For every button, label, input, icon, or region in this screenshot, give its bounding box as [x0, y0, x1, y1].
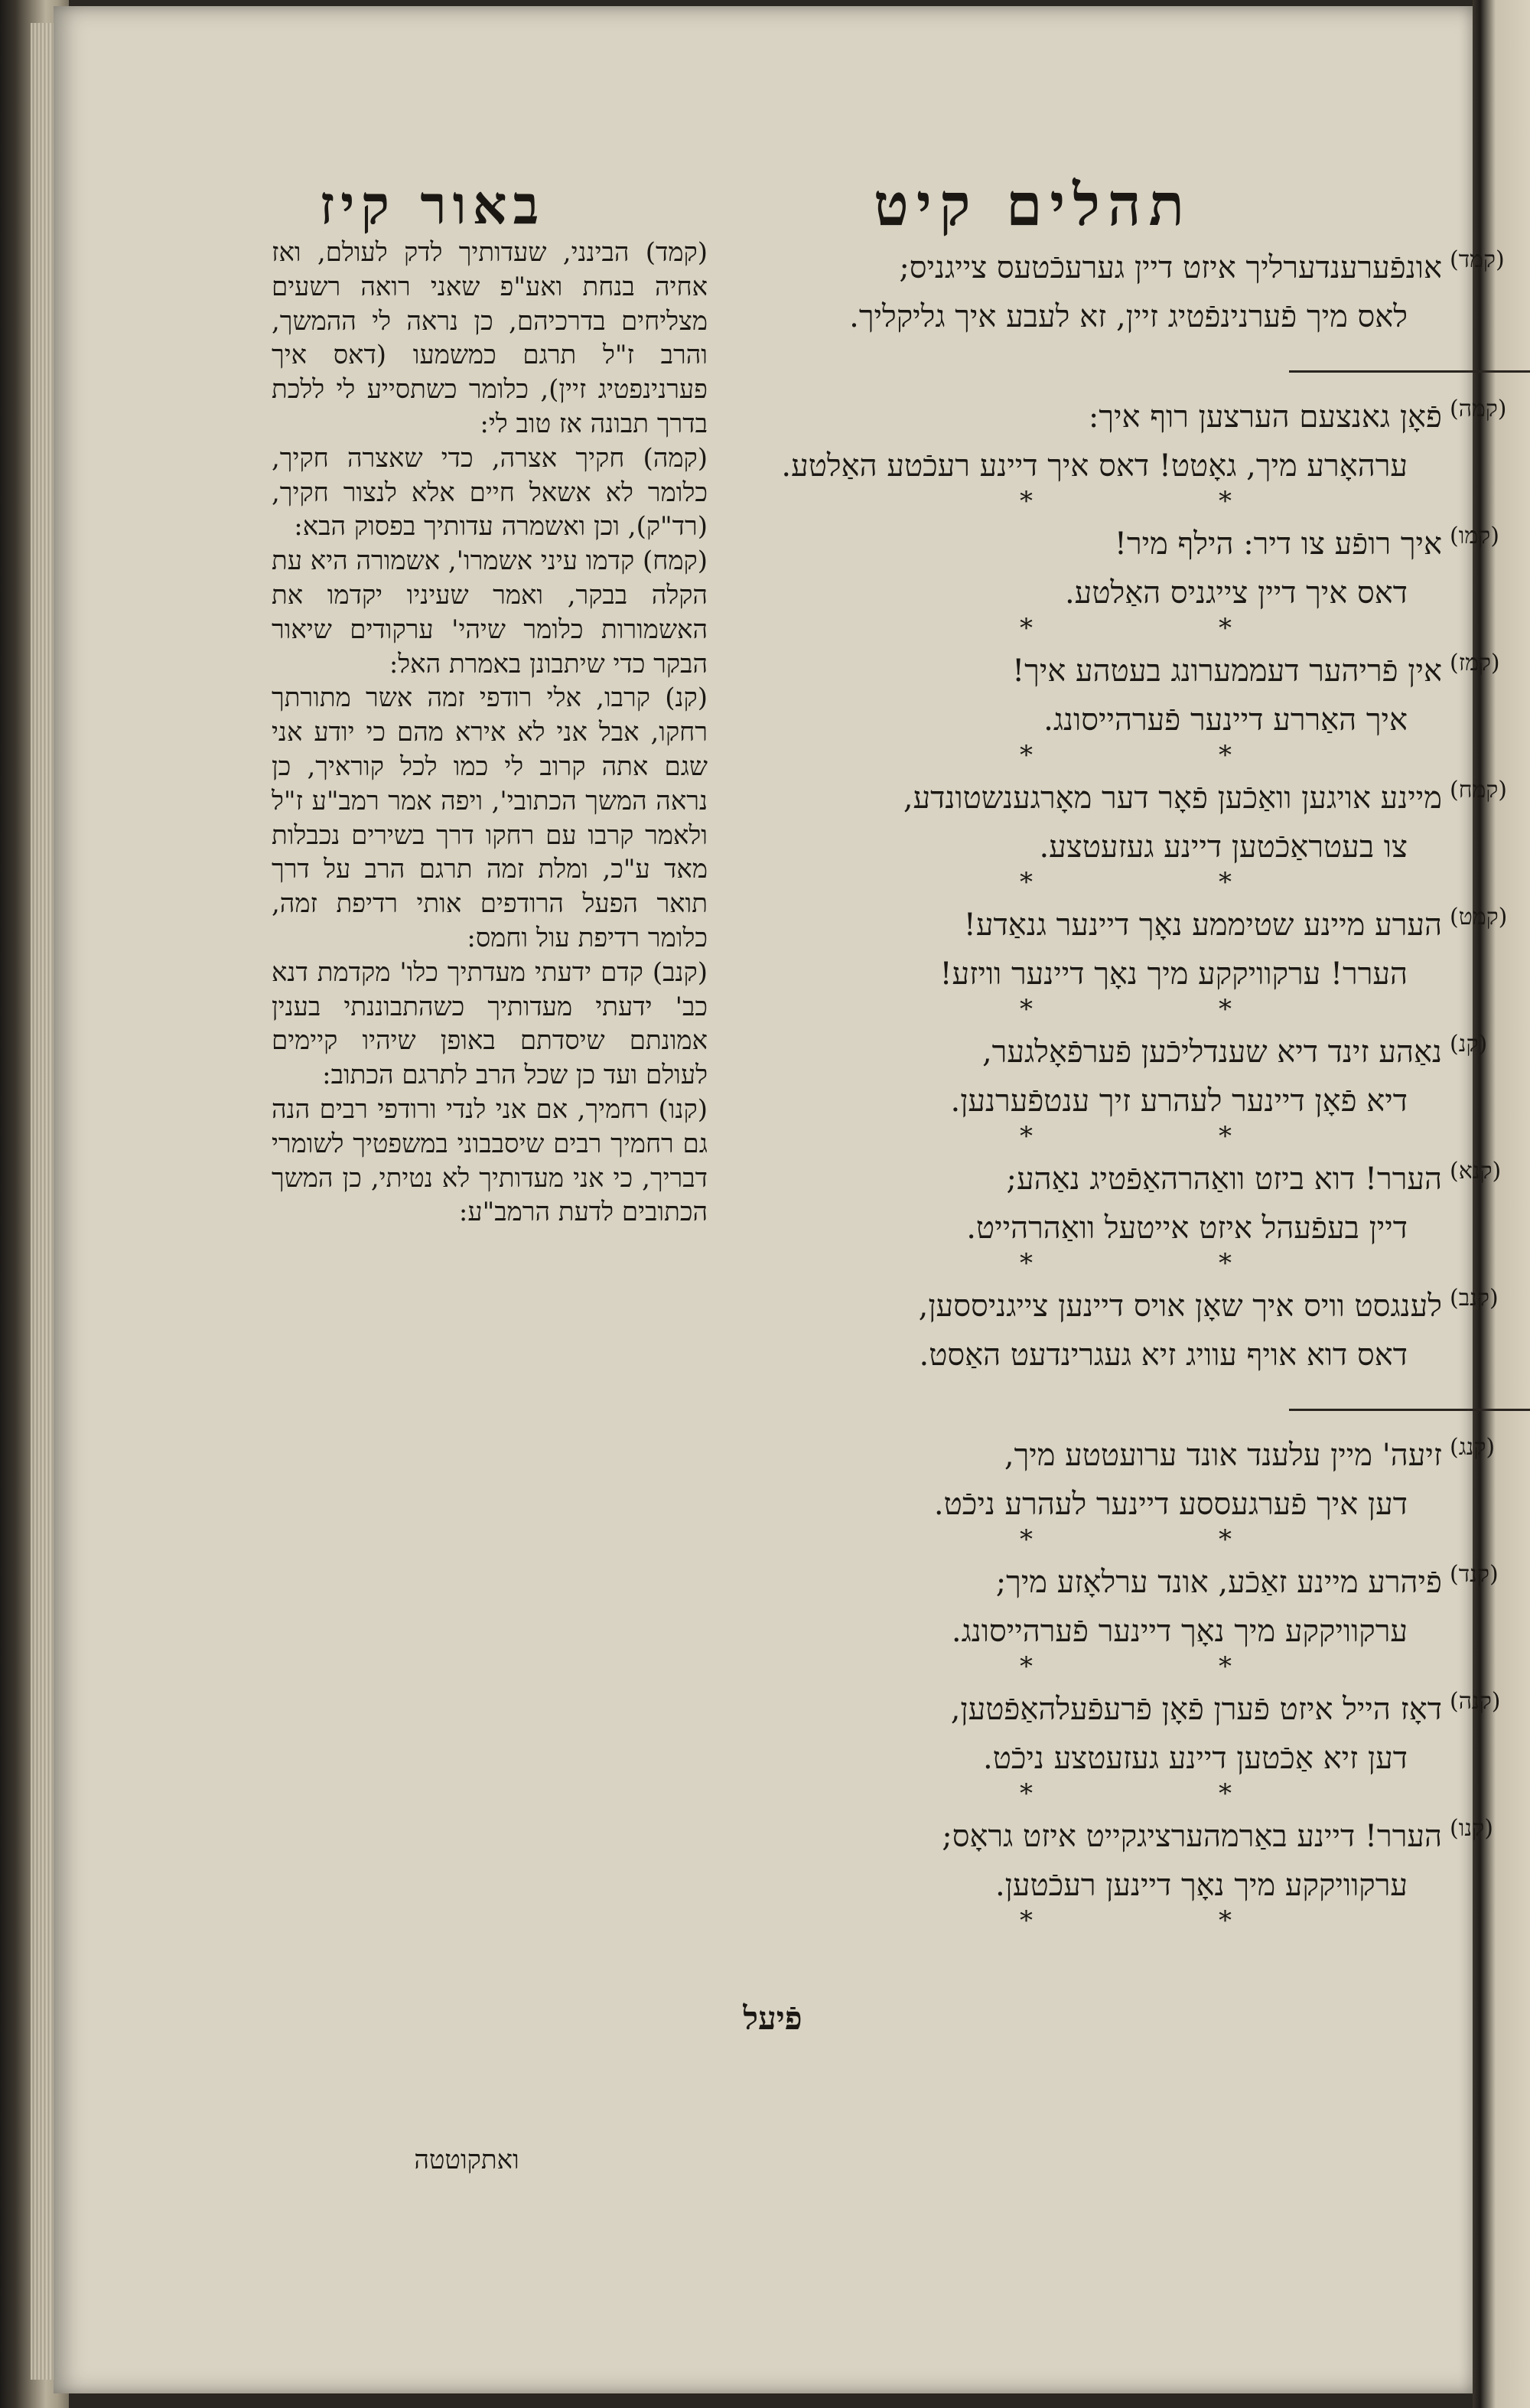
verse-line: מיינע אויגען וואַכֿען פֿאָר דער מאָרגענשטונדע, [903, 780, 1442, 816]
verse-number: (קמה) [1450, 396, 1507, 422]
verse-number: (קנא) [1450, 1158, 1502, 1184]
verse-separator: * * [1020, 1905, 1232, 1936]
verse-line: פֿיהרע מיינע זאַכֿע, אונד ערלאָזע מיך; [995, 1565, 1442, 1600]
verse-line: הערר! ערקוויקקע מיך נאָך דיינער וויזע! [939, 956, 1408, 992]
verse-line: לאס מיך פֿערנינפֿטיג זיין, זא לעבע איך גליקליך. [849, 299, 1408, 334]
commentary-column [272, 236, 708, 2003]
footer-word: פֿיעל [743, 1999, 802, 2037]
verse-line: ערקוויקקע מיך נאָך דיינער פֿערהייסונג. [951, 1614, 1408, 1649]
verse [696, 1155, 1530, 1253]
verse-line: ערהאָרע מיך, גאָטט! דאס איך דיינע רעכֿטע האַלטע. [781, 448, 1408, 484]
commentary-paragraph: (קנב) קדם ידעתי מעדתיך כלו' מקדמת דנא כב' ידעתי מעדותיך כשהתבוננתי בענין אמונתם שיסדתם באופן שיהיו קיימים לעולם ועד כן שכל הרב לתרגם הכתוב: [272, 956, 708, 1091]
commentary-paragraph: (קמד) הבינני, שעדותיך לדק לעולם, ואז אחיה בנחת ואע"פ שאני רואה רשעים מצליחים בדרכיהם, כן נראה לי ההמשך, והרב ז"ל תרגם כמשמעו (דאס איך פערנינפטיג זיין), כלומר כשתסייע לי ללכת בדרך תבונה אז טוב לי: [272, 237, 708, 439]
catchword: ואתקוטטה [414, 2145, 519, 2175]
verse-number: (קנ) [1450, 1031, 1488, 1057]
verse-separator: * * [1020, 1524, 1232, 1555]
verse-line: איך רופֿע צו דיר: הילף מיר! [1114, 526, 1442, 562]
verse [696, 647, 1530, 745]
running-header-psalms: תהלים קיט [874, 171, 1192, 239]
verse-number: (קמט) [1450, 904, 1508, 930]
verse-separator: * * [1020, 1248, 1232, 1279]
verse-line: דען זיא אַכֿטען דיינע געזעטצע ניכֿט. [983, 1741, 1408, 1776]
verse [696, 901, 1530, 999]
verses-column [696, 243, 1530, 2064]
verse-number: (קמז) [1450, 650, 1500, 676]
verse-separator: * * [1020, 740, 1232, 771]
commentary-paragraph: (קנו) רחמיך, אם אני לנדי ורודפי רבים הנה גם רחמיך רבים שיסבבוני במשפטיך לשומרי דבריך, כי אני מעדותיך לא נטיתי, כן המשך הכתובים לדעת הרמב"ע: [272, 1093, 708, 1228]
verse-line: ערקוויקקע מיך נאָך דיינען רעכֿטען. [994, 1868, 1408, 1903]
verse-separator: * * [1020, 1651, 1232, 1682]
verse-line: אין פֿריהער דעממערונג בעטהע איך! [1012, 653, 1442, 689]
verse-separator: * * [1020, 613, 1232, 644]
verse [696, 1028, 1530, 1126]
verse-number: (קנב) [1450, 1285, 1499, 1312]
verse-number: (קנו) [1450, 1815, 1493, 1842]
verse-line: איך האַררע דיינער פֿערהייסונג. [1043, 702, 1408, 738]
verse [696, 393, 1530, 490]
verse-line: נאַהע זינד דיא שענדליכֿען פֿערפֿאָלגער, [981, 1035, 1442, 1070]
verse-line: דאס איך דיין צייגניס האַלטע. [1064, 575, 1408, 611]
verse-number: (קנד) [1450, 1561, 1499, 1588]
verse-separator: * * [1020, 486, 1232, 516]
book-page [54, 6, 1508, 2393]
verse-number: (קנה) [1450, 1688, 1501, 1715]
verse-line: לענגסט וויס איך שאָן אויס דיינען צייגניססען, [918, 1289, 1442, 1324]
running-header-commentary: באור קיז [319, 173, 545, 236]
commentary-paragraph: (קנ) קרבו, אלי רודפי זמה אשר מתורתך רחקו, אבל אני לא אירא מהם כי יודע אני שגם אתה קרוב לי כמו לכל קוראיך, כן נראה המשך הכתובי', ויפה אמר רמב"ע ז"ל ולאמר קרבו עם רחקו דרך בשירים נכבלות מאד ע"כ, ומלת זמה תרגם הרב על דרך תואר הפעל הרודפים אותי רדיפת זמה, כלומר רדיפת עול וחמס: [272, 683, 708, 953]
verse-separator: * * [1020, 867, 1232, 898]
verse-separator: * * [1020, 994, 1232, 1025]
section-divider [1289, 1409, 1530, 1411]
verse-line: דען איך פֿערגעססע דיינער לעהרע ניכֿט. [933, 1487, 1408, 1522]
verse-number: (קמו) [1450, 523, 1499, 549]
verse [696, 774, 1530, 872]
verse [696, 520, 1530, 617]
verse-line: דאָז הייל איזט פֿערן פֿאָן פֿרעפֿעלהאַפֿטען, [950, 1692, 1442, 1727]
verse-line: הערע מיינע שטיממע נאָך דיינער גנאַדע! [963, 907, 1442, 943]
verse-line: זיעה' מיין עלענד אונד ערועטטע מיך, [1004, 1438, 1442, 1473]
verse-number: (קמח) [1450, 777, 1507, 803]
verse-separator: * * [1020, 1778, 1232, 1809]
verse-line: צו בעטראַכֿטען דיינע געזעטצע. [1039, 829, 1408, 865]
verse [696, 243, 1530, 341]
verse [696, 1431, 1530, 1529]
verse-number: (קמד) [1450, 246, 1505, 273]
commentary-paragraph: (קמה) חקיך אצרה, כדי שאצרה חקיך, כלומר לא אשאל חיים אלא לנצור חקיך, (רד"ק), וכן ואשמרה עדותיך בפסוק הבא: [272, 442, 708, 543]
commentary-paragraph: (קמח) קדמו עיני אשמרו', אשמורה היא עת הקלה בבקר, ואמר שעיניו יקדמו את האשמורות כלומר שיהי' ערקודים שיאור הבקר כדי שיתבונן באמרת האל: [272, 546, 708, 679]
verse-line: אונפֿערענדערליך איזט דיין גערעכֿטעס צייגניס; [899, 250, 1442, 285]
verse [696, 1812, 1530, 1910]
verse-line: פֿאָן גאנצעם הערצען רוף איך: [1088, 399, 1442, 435]
verse-number: (קנג) [1450, 1434, 1496, 1461]
verse [696, 1685, 1530, 1783]
verse-line: הערר! דוא ביזט וואַהרהאַפֿטיג נאַהע; [1006, 1162, 1442, 1197]
verse-line: דאס דוא אויף עוויג זיא געגרינדעט האַסט. [919, 1338, 1408, 1373]
section-divider [1289, 370, 1530, 373]
verse-separator: * * [1020, 1121, 1232, 1152]
verse-line: דיין בעפֿעהל איזט אייטעל וואַהרהייט. [966, 1211, 1408, 1246]
verse [696, 1558, 1530, 1656]
verse-line: הערר! דיינע באַרמהערציגקייט איזט גראָס; [942, 1819, 1442, 1854]
verse-line: דיא פֿאָן דיינער לעהרע זיך ענטפֿערנען. [950, 1083, 1408, 1119]
verse [696, 1282, 1530, 1380]
